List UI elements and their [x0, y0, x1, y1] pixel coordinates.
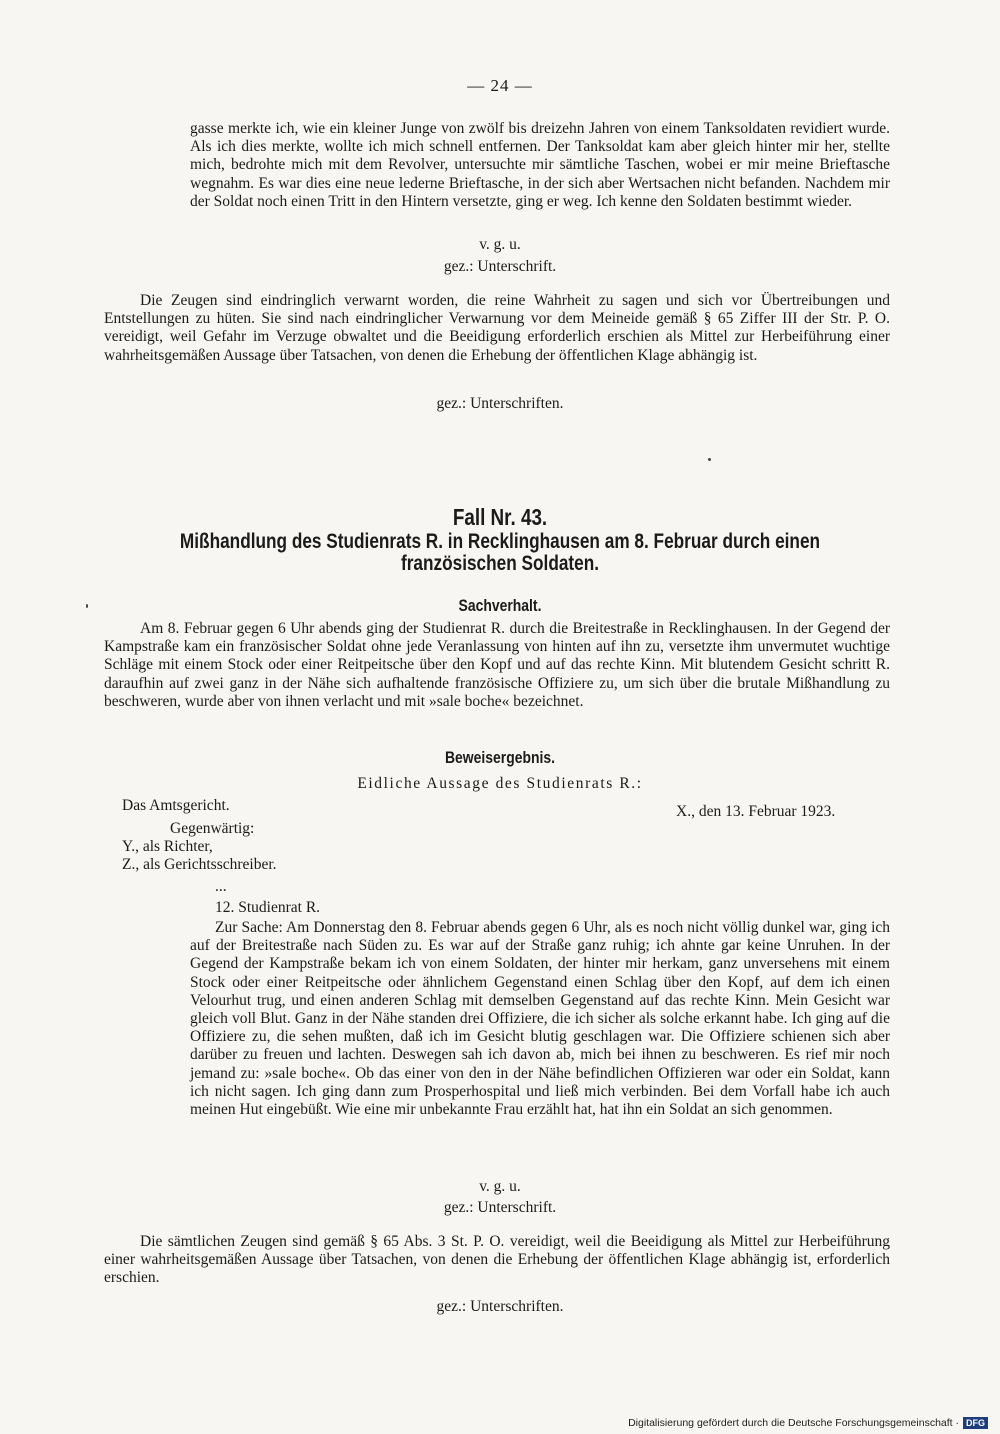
judge-line: Y., als Richter, — [122, 838, 213, 855]
signatures-line-1: gez.: Unterschriften. — [436, 395, 564, 412]
signatures-line-2: gez.: Unterschriften. — [436, 1298, 564, 1315]
witness-line: 12. Studienrat R. — [215, 899, 321, 916]
facts-paragraph: Am 8. Februar gegen 6 Uhr abends ging der Studienrat R. durch die Breitestraße in Recklinghausen. In der Gegend der Kampstraße kam ein französischer Soldat ohne jede Veranlassung von hinten auf ihn zu, versetzte ihm unvermutet wuchtige Schläge mit einem Stock oder einer Reitpeitsche über den Kopf und auf das rechte Kinn. Mit blutendem Gesicht schritt R. daraufhin auf zwei ganz in der Nähe sich aufhaltende französische Offiziere zu, um sich über die brutale Mißhandlung zu beschweren, wurde aber von ihnen verlacht und mit »sale boche« bezeichnet. — [104, 620, 890, 710]
closing-vgu-1: v. g. u. — [479, 236, 521, 253]
page-number: — 24 — — [467, 76, 533, 95]
testimony-paragraph: Zur Sache: Am Donnerstag den 8. Februar abends gegen 6 Uhr, als es noch nicht völlig dunkel war, ging ich auf der Breitestraße nach Süden zu. Es war auf der Straße ganz ruhig; ich ahnte gar keine Unruhen. In der Gegend der Kampstraße bekam ich von einem Soldaten, der hinter mir herkam, ganz unversehens mit einem Stock oder einer Reitpeitsche oder ähnlichem Gegenstand einen Schlag über den Kopf, auf dem ich einen Velourhut trug, und einen anderen Schlag mit demselben Gegenstand auf das rechte Kinn. Mein Gesicht war gleich voll Blut. Ganz in der Nähe standen drei Offiziere, die ich sicher als solche erkannt habe. Ich ging auf die Offiziere zu, die sehen mußten, daß ich im Gesicht blutig geschlagen war. Die Offiziere schienen sich aber darüber zu freuen und lachten. Deswegen sah ich davon ab, mich bei ihnen zu beschweren. Es rief mir noch jemand zu: »sale boche«. Ob das einer von den in der Nähe befindlichen Offizieren war oder ein Soldat, kann ich nicht sagen. Ich ging dann zum Prosperhospital und ließ mich verbinden. Bei dem Vorfall habe ich auch meinen Hut eingebüßt. Wie eine mir unbekannte Frau erzählt hat, hat ihn ein Soldat an sich genommen. — [190, 919, 890, 1119]
digitization-footer — [628, 1417, 988, 1429]
signature-line-1: gez.: Unterschrift. — [443, 258, 557, 275]
print-speck — [708, 458, 711, 461]
present-label: Gegenwärtig: — [170, 820, 255, 837]
dfg-logo: DFG — [963, 1417, 988, 1429]
closing-vgu-2: v. g. u. — [479, 1178, 521, 1195]
intro-paragraph: gasse merkte ich, wie ein kleiner Junge von zwölf bis dreizehn Jahren von einem Tanksoldaten revidiert wurde. Als ich dies merkte, wollte ich mich schnell entfernen. Der Tanksoldat kam aber gleich hinter mir her, stellte mich, bedrohte mich mit dem Revolver, untersuchte mir sämtliche Taschen, wobei er mir meine Brieftasche wegnahm. Es war dies eine neue lederne Brieftasche, in der sich aber Wertsachen nicht befanden. Nachdem mir der Soldat noch einen Tritt in den Hintern versetzte, ging er weg. Ich kenne den Soldaten bestimmt wieder. — [190, 120, 890, 210]
testimony-heading: Eidliche Aussage des Studienrats R.: — [357, 775, 643, 792]
print-speck — [86, 604, 88, 608]
oath-paragraph: Die sämtlichen Zeugen sind gemäß § 65 Abs. 3 St. P. O. vereidigt, weil die Beeidigung als Mittel zur Herbeiführung einer wahrheitsgemäßen Aussage über Tatsachen, von denen die Erhebung der öffentlichen Klage abhängig ist, erforderlich erschien. — [104, 1233, 890, 1287]
evidence-heading: Beweisergebnis. — [444, 748, 556, 767]
case-title: Fall Nr. 43. — [452, 504, 548, 530]
footer-text: Digitalisierung gefördert durch die Deutsche Forschungsgemeinschaft · — [628, 1417, 959, 1429]
facts-heading: Sachverhalt. — [458, 596, 542, 615]
court-name: Das Amtsgericht. — [122, 797, 230, 814]
place-date: X., den 13. Februar 1923. — [676, 803, 836, 820]
clerk-line: Z., als Gerichtsschreiber. — [122, 856, 277, 873]
case-subtitle-line1: Mißhandlung des Studienrats R. in Recklinghausen am 8. Februar durch einen — [179, 530, 821, 553]
signature-line-2: gez.: Unterschrift. — [443, 1199, 557, 1216]
ellipsis: ... — [215, 878, 227, 895]
warning-paragraph: Die Zeugen sind eindringlich verwarnt worden, die reine Wahrheit zu sagen und sich vor Übertreibungen und Entstellungen zu hüten. Sie sind nach eindringlicher Verwarnung vor dem Meineide gemäß § 65 Ziffer III der Str. P. O. vereidigt, weil Gefahr im Verzuge obwaltet und die Beeidigung erforderlich erschien als Mittel zur Herbeiführung einer wahrheitsgemäßen Aussage über Tatsachen, von denen die Erhebung der öffentlichen Klage abhängig ist. — [104, 292, 890, 364]
case-subtitle-line2: französischen Soldaten. — [400, 552, 600, 575]
